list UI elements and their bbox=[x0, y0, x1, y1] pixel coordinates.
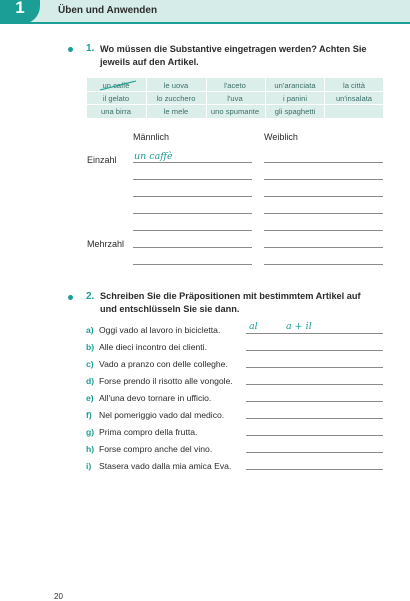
writing-line[interactable] bbox=[264, 230, 383, 231]
handwritten-answer: un caffè bbox=[134, 151, 173, 162]
item-letter: b) bbox=[86, 342, 95, 352]
item-letter: c) bbox=[86, 359, 94, 369]
exercise-2-number: 2. bbox=[86, 291, 95, 302]
writing-line[interactable] bbox=[133, 196, 252, 197]
item-sentence: Alle dieci incontro dei clienti. bbox=[99, 342, 207, 352]
writing-line[interactable] bbox=[133, 213, 252, 214]
item-sentence: Forse compro anche del vino. bbox=[99, 444, 213, 454]
answer-line[interactable] bbox=[246, 469, 383, 470]
writing-line[interactable] bbox=[264, 196, 383, 197]
writing-line[interactable] bbox=[264, 179, 383, 180]
row-label-singular: Einzahl bbox=[87, 155, 117, 165]
word-box-item: un'insalata bbox=[335, 93, 373, 103]
section-title: Üben und Anwenden bbox=[58, 5, 158, 16]
handwritten-answer: al bbox=[249, 321, 258, 332]
word-box-item bbox=[325, 105, 383, 117]
word-box-item: l'aceto bbox=[224, 80, 246, 90]
word-box-item: un'aranciata bbox=[274, 80, 316, 90]
item-letter: e) bbox=[86, 393, 94, 403]
answer-line[interactable] bbox=[246, 384, 383, 385]
item-sentence: Prima compro della frutta. bbox=[99, 427, 198, 437]
writing-line[interactable] bbox=[133, 264, 252, 265]
writing-line[interactable] bbox=[264, 162, 383, 163]
writing-line[interactable] bbox=[133, 162, 252, 163]
answer-line[interactable] bbox=[246, 333, 383, 334]
column-heading-masculine: Männlich bbox=[133, 132, 170, 142]
item-letter: i) bbox=[86, 461, 92, 471]
chapter-number-badge: 1 bbox=[0, 0, 40, 24]
item-sentence: Nel pomeriggio vado dal medico. bbox=[99, 410, 225, 420]
word-box-item: le uova bbox=[163, 80, 189, 90]
word-box-item: l'uva bbox=[227, 93, 243, 103]
column-heading-feminine: Weiblich bbox=[264, 132, 298, 142]
word-box-item: il gelato bbox=[102, 93, 130, 103]
handwritten-answer: a + il bbox=[286, 321, 312, 332]
exercise-1-number: 1. bbox=[86, 43, 95, 54]
item-letter: f) bbox=[86, 410, 92, 420]
answer-line[interactable] bbox=[246, 435, 383, 436]
exercise-1-instruction: Wo müssen die Substantive eingetragen werden? Achten Sie jeweils auf den Artikel. bbox=[100, 44, 367, 67]
word-box-item: uno spumante bbox=[210, 106, 260, 116]
word-box-item: lo zucchero bbox=[156, 93, 196, 103]
item-letter: d) bbox=[86, 376, 95, 386]
writing-line[interactable] bbox=[264, 247, 383, 248]
row-label-plural: Mehrzahl bbox=[87, 239, 125, 249]
item-sentence: Vado a pranzo con delle colleghe. bbox=[99, 359, 228, 369]
item-sentence: Oggi vado al lavoro in bicicletta. bbox=[99, 325, 221, 335]
item-sentence: All'una devo tornare in ufficio. bbox=[99, 393, 212, 403]
word-box-item: i panini bbox=[282, 93, 308, 103]
strike-through-mark bbox=[98, 80, 138, 91]
word-box-item: la città bbox=[343, 80, 365, 90]
word-box-item: una birra bbox=[101, 106, 131, 116]
writing-line[interactable] bbox=[264, 213, 383, 214]
exercise-2-instruction: Schreiben Sie die Präpositionen mit bestimmtem Artikel auf und entschlüsseln Sie sie dann. bbox=[100, 291, 361, 314]
exercise-1-bullet bbox=[68, 47, 73, 52]
answer-line[interactable] bbox=[246, 350, 383, 351]
page-number: 20 bbox=[54, 592, 63, 601]
header-divider bbox=[0, 22, 410, 24]
writing-line[interactable] bbox=[264, 264, 383, 265]
writing-line[interactable] bbox=[133, 230, 252, 231]
writing-line[interactable] bbox=[133, 179, 252, 180]
exercise-2-bullet bbox=[68, 295, 73, 300]
word-box-item: le mele bbox=[163, 106, 189, 116]
item-sentence: Forse prendo il risotto alle vongole. bbox=[99, 376, 233, 386]
writing-line[interactable] bbox=[133, 247, 252, 248]
answer-line[interactable] bbox=[246, 367, 383, 368]
item-sentence: Stasera vado dalla mia amica Eva. bbox=[99, 461, 232, 471]
word-box-item: gli spaghetti bbox=[274, 106, 316, 116]
answer-line[interactable] bbox=[246, 401, 383, 402]
item-letter: h) bbox=[86, 444, 95, 454]
answer-line[interactable] bbox=[246, 418, 383, 419]
item-letter: g) bbox=[86, 427, 95, 437]
item-letter: a) bbox=[86, 325, 94, 335]
word-box-item: un caffè bbox=[102, 80, 130, 90]
answer-line[interactable] bbox=[246, 452, 383, 453]
